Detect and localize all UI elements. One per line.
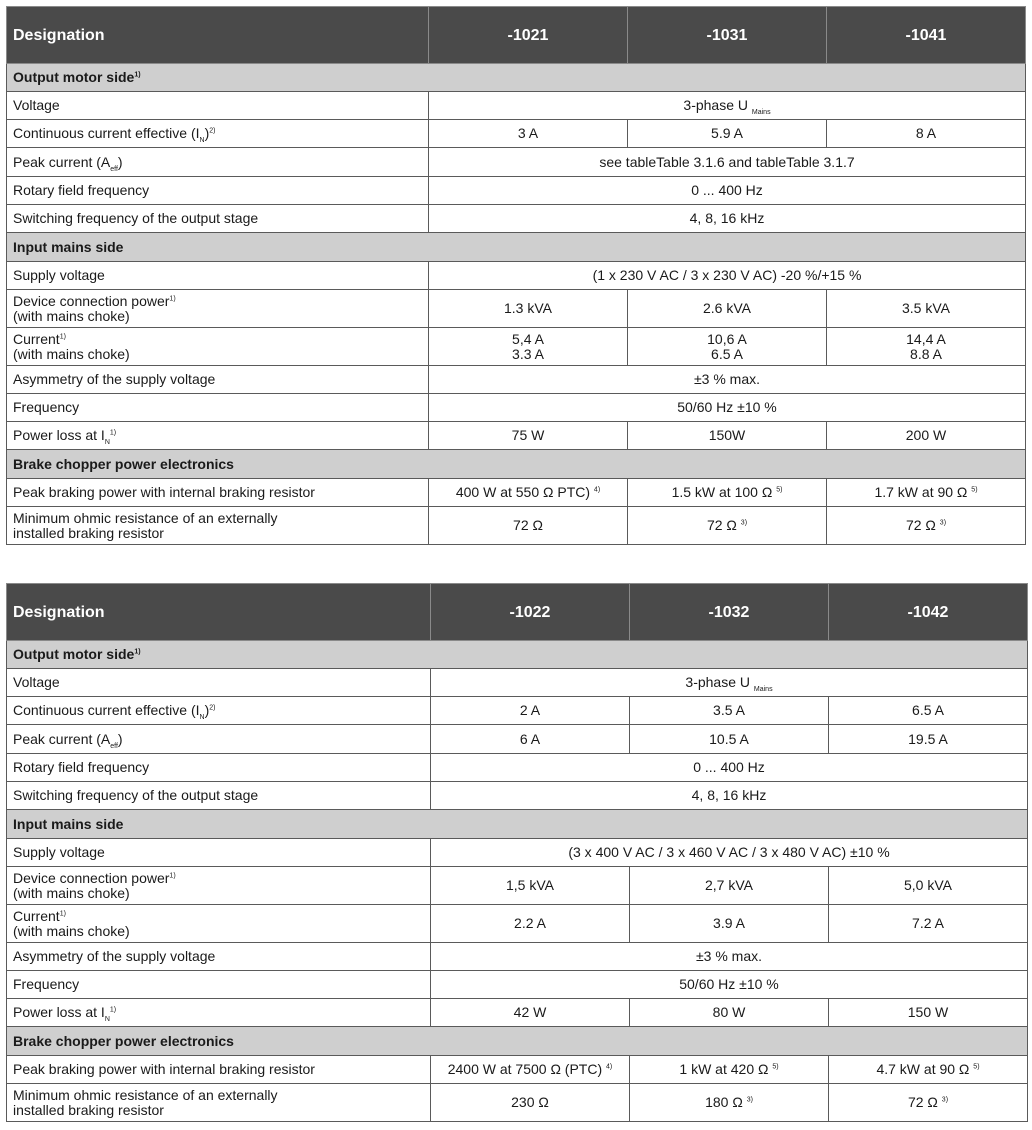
section-row [7,450,1026,479]
section-input-mains: Input mains side [7,233,1026,262]
row-label-current: Current$^{1)}$ (with mains choke) [7,905,431,943]
cell-value: 72 Ω $^{3)}$ [827,507,1026,545]
row-label-current: Current$^{1)}$ (with mains choke) [7,328,429,366]
frequency-value: 50/60 Hz ±10 % [431,971,1028,999]
table-row [7,328,1026,366]
header-designation: Designation [7,584,431,641]
cell-value: 2400 W at 7500 Ω (PTC) $^{4)}$ [431,1056,630,1084]
cell-value: 72 Ω [429,507,628,545]
cell-value: 75 W [429,422,628,450]
cell-value: 3.9 A [630,905,829,943]
row-label-asymmetry: Asymmetry of the supply voltage [7,366,429,394]
table-row [7,971,1028,999]
frequency-value: 50/60 Hz ±10 % [429,394,1026,422]
table-row [7,669,1028,697]
header-model: -1042 [829,584,1028,641]
cell-value: 2 A [431,697,630,725]
section-row: Output motor side$^{1)}$ [7,641,1028,669]
table-row [7,205,1026,233]
switching-value: 4, 8, 16 kHz [431,782,1028,810]
table-row [7,725,1028,754]
table-row [7,905,1028,943]
row-label-peak-current: Peak current $(A_{eff})$ [7,725,431,754]
table-row [7,999,1028,1027]
spec-table-2 [6,583,1028,1122]
rotary-value: 0 ... 400 Hz [429,177,1026,205]
cell-value: 5.9 A [628,120,827,148]
voltage-value: 3-phase U $_{Mains}$ [431,669,1028,697]
cell-value: 10.5 A [630,725,829,754]
row-label-peak-braking: Peak braking power with internal braking resistor [7,479,429,507]
row-label-supply: Supply voltage [7,262,429,290]
cell-value: 42 W [431,999,630,1027]
section-row [7,233,1026,262]
table-row [7,1056,1028,1084]
table-row [7,262,1026,290]
row-label-continuous-current: Continuous current effective $(I_N)^{2)}$ [7,120,429,148]
asymmetry-value: ±3 % max. [431,943,1028,971]
header-model: -1031 [628,7,827,64]
cell-value: 2.2 A [431,905,630,943]
header-model: -1041 [827,7,1026,64]
cell-value: 2,7 kVA [630,867,829,905]
cell-value: 14,4 A 8.8 A [827,328,1026,366]
row-label-rotary: Rotary field frequency [7,177,429,205]
row-label-frequency: Frequency [7,394,429,422]
section-brake-chopper: Brake chopper power electronics [7,1027,1028,1056]
cell-value: 3 A [429,120,628,148]
cell-value: 1 kW at 420 Ω $^{5)}$ [630,1056,829,1084]
section-output-motor: Output motor side [13,69,135,85]
cell-value: 8 A [827,120,1026,148]
cell-value: 72 Ω $^{3)}$ [628,507,827,545]
cell-value: 1,5 kVA [431,867,630,905]
asymmetry-value: ±3 % max. [429,366,1026,394]
table-row [7,697,1028,725]
table-row [7,148,1026,177]
cell-value: 150W [628,422,827,450]
header-row [7,7,1026,64]
cell-value: 3.5 kVA [827,290,1026,328]
section-brake-chopper: Brake chopper power electronics [7,450,1026,479]
row-label-min-ohmic: Minimum ohmic resistance of an externally installed braking resistor [7,507,429,545]
row-label-supply: Supply voltage [7,839,431,867]
supply-value: (3 x 400 V AC / 3 x 460 V AC / 3 x 480 V AC) ±10 % [431,839,1028,867]
cell-value: 5,0 kVA [829,867,1028,905]
supply-value: (1 x 230 V AC / 3 x 230 V AC) -20 %/+15 % [429,262,1026,290]
row-label-peak-braking: Peak braking power with internal braking resistor [7,1056,431,1084]
row-label-power-loss: Power loss at $I_N^{1)}$ [7,999,431,1027]
row-label-device-power: Device connection power$^{1)}$ (with mains choke) [7,290,429,328]
spec-table-1 [6,6,1026,545]
section-row [7,810,1028,839]
table-row [7,839,1028,867]
cell-value: 5,4 A 3.3 A [429,328,628,366]
peak-current-value: see tableTable 3.1.6 and tableTable 3.1.7 [429,148,1026,177]
cell-value: 6.5 A [829,697,1028,725]
header-row [7,584,1028,641]
row-label-voltage: Voltage [7,669,431,697]
table-row [7,422,1026,450]
table-row [7,479,1026,507]
table-row [7,290,1026,328]
row-label-voltage: Voltage [7,92,429,120]
row-label-device-power: Device connection power$^{1)}$ (with mains choke) [7,867,431,905]
table-row [7,943,1028,971]
cell-value: 6 A [431,725,630,754]
header-model: -1022 [431,584,630,641]
row-label-continuous-current: Continuous current effective $(I_N)^{2)}$ [7,697,431,725]
cell-value: 19.5 A [829,725,1028,754]
header-model: -1021 [429,7,628,64]
row-label-switching: Switching frequency of the output stage [7,782,431,810]
cell-value: 1.5 kW at 100 Ω $^{5)}$ [628,479,827,507]
row-label-asymmetry: Asymmetry of the supply voltage [7,943,431,971]
table-row [7,754,1028,782]
table-row [7,177,1026,205]
row-label-frequency: Frequency [7,971,431,999]
cell-value: 180 Ω $^{3)}$ [630,1084,829,1122]
rotary-value: 0 ... 400 Hz [431,754,1028,782]
row-label-peak-current: Peak current $(A_{eff})$ [7,148,429,177]
cell-value: 1.7 kW at 90 Ω $^{5)}$ [827,479,1026,507]
cell-value: 1.3 kVA [429,290,628,328]
row-label-min-ohmic: Minimum ohmic resistance of an externally installed braking resistor [7,1084,431,1122]
table-row [7,1084,1028,1122]
cell-value: 230 Ω [431,1084,630,1122]
row-label-power-loss: Power loss at $I_N^{1)}$ [7,422,429,450]
switching-value: 4, 8, 16 kHz [429,205,1026,233]
cell-value: 10,6 A 6.5 A [628,328,827,366]
section-input-mains: Input mains side [7,810,1028,839]
section-row [7,1027,1028,1056]
cell-value: 80 W [630,999,829,1027]
section-output-motor: Output motor side [13,646,135,662]
table-row [7,867,1028,905]
table-row [7,507,1026,545]
cell-value: 150 W [829,999,1028,1027]
cell-value: 3.5 A [630,697,829,725]
cell-value: 400 W at 550 Ω PTC) $^{4)}$ [429,479,628,507]
table-row [7,120,1026,148]
table-row [7,394,1026,422]
cell-value: 72 Ω $^{3)}$ [829,1084,1028,1122]
table-row [7,92,1026,120]
cell-value: 7.2 A [829,905,1028,943]
cell-value: 200 W [827,422,1026,450]
row-label-rotary: Rotary field frequency [7,754,431,782]
table-row [7,782,1028,810]
table-row [7,366,1026,394]
voltage-value: 3-phase U $_{Mains}$ [429,92,1026,120]
header-designation: Designation [7,7,429,64]
row-label-switching: Switching frequency of the output stage [7,205,429,233]
cell-value: 4.7 kW at 90 Ω $^{5)}$ [829,1056,1028,1084]
cell-value: 2.6 kVA [628,290,827,328]
header-model: -1032 [630,584,829,641]
section-row: Output motor side$^{1)}$ [7,64,1026,92]
